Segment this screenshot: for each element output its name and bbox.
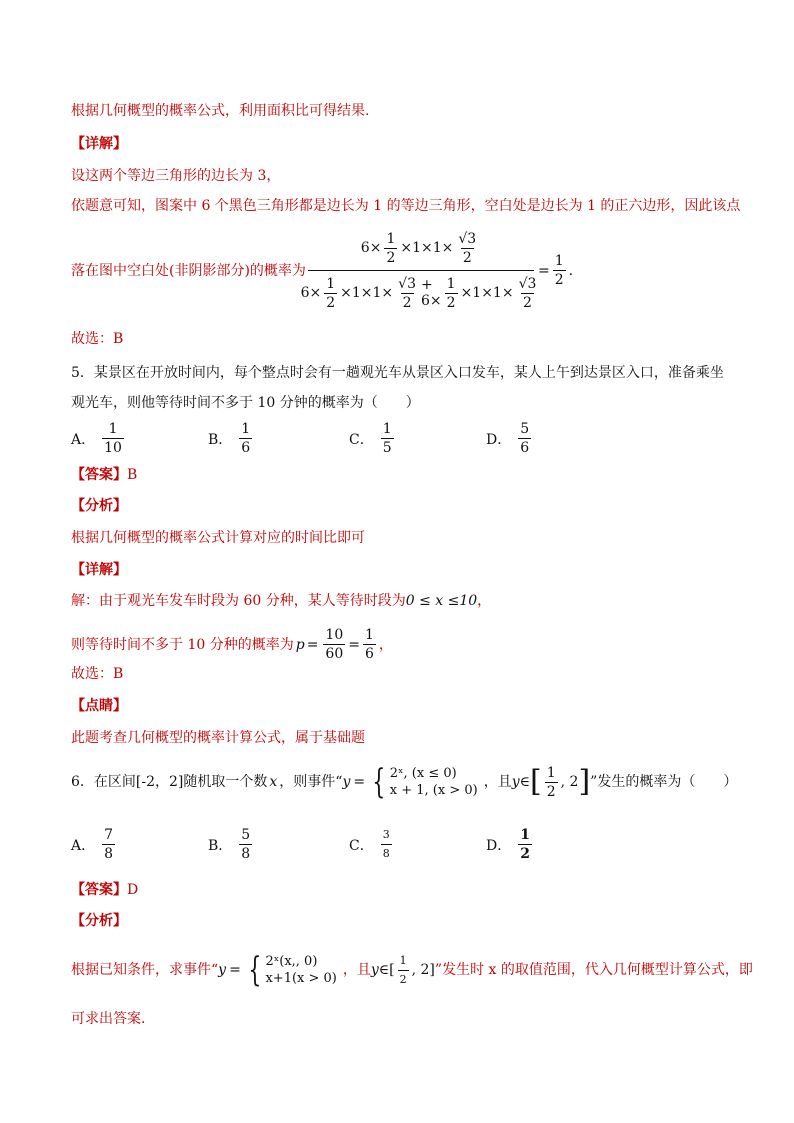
q4-line3-prefix: 落在图中空白处(非阴影部分)的概率为 [71,263,306,279]
q6-option-a[interactable]: A． $\frac{7}{8}$ [71,827,114,862]
q5-choose: 故选：B [71,666,124,682]
q5-option-a[interactable]: A． $\frac{1}{10}$ [71,421,122,456]
q5-analysis-tag: 【分析】 [71,498,127,514]
q5-answer: 【答案】B [71,467,138,483]
q6-stem: 6．在区间[-2，2]随机取一个数 x ，则事件“ y = { 2ˣ, (x ≤ 0) x + 1, (x > 0) ，且 y ∈ [ $\frac{1}{2}$ , 2 ] ”发生的概率为（ ） [71,762,738,802]
q5-option-b[interactable]: B． $\frac{1}{6}$ [208,421,251,456]
q4-probability-formula: 6× $\frac{1}{2}$ ×1×1× $\frac{√3}{2}$ 6× $\frac{1}{2}$ ×1×1× $\frac{√3}{2}$ + 6× $\frac{1}{2}$ ×1×1× $\frac{√3}{2}$ = $\frac{1}{2}$ . [308,226,554,315]
q6-analysis-line2: 可求出答案. [71,1011,146,1027]
q6-option-d[interactable]: D． $\frac{1}{2}$ [486,827,530,862]
q5-option-c[interactable]: C． $\frac{1}{5}$ [349,421,392,456]
q5-detail-line1: 解：由于观光车发车时段为 60 分种，某人等待时段为0 ≤ x ≤10， [71,593,492,609]
q5-option-d[interactable]: D． $\frac{5}{6}$ [486,421,530,456]
q4-detail-tag: 【详解】 [71,136,127,152]
q5-comment-tag: 【点睛】 [71,698,127,714]
q5-stem-line2: 观光车，则他等待时间不多于 10 分钟的概率为（ ） [71,395,420,411]
q4-line1: 设这两个等边三角形的边长为 3， [71,168,281,184]
intro-text: 根据几何概型的概率公式，利用面积比可得结果. [71,103,370,119]
q6-analysis-tag: 【分析】 [71,913,127,929]
q5-analysis: 根据几何概型的概率公式计算对应的时间比即可 [71,530,365,546]
formula-denominator: 6× $\frac{1}{2}$ ×1×1× $\frac{√3}{2}$ + 6× $\frac{1}{2}$ ×1×1× $\frac{√3}{2}$ [300,275,537,311]
q6-option-b[interactable]: B． $\frac{5}{8}$ [208,827,251,862]
q6-analysis: 根据已知条件，求事件“ y = { 2ˣ(x,, 0) x+1(x > 0) ，且 y ∈[ $\frac{1}{2}$ , 2] ”发生时 x 的取值范围，代入几何概型计算公式，即 [71,950,753,990]
q5-stem-line1: 5．某景区在开放时间内，每个整点时会有一趟观光车从景区入口发车，某人上午到达景区入口，准备乘坐 [71,365,724,381]
q6-option-c[interactable]: C． $\frac{3}{8}$ [349,826,395,863]
q6-answer: 【答案】D [71,882,139,898]
formula-numerator: 6× $\frac{1}{2}$ ×1×1× $\frac{√3}{2}$ [360,230,477,266]
q5-detail-line2: 则等待时间不多于 10 分种的概率为 p = $\frac{10}{60}$ = $\frac{1}{6}$ ， [71,627,393,662]
q5-detail-tag: 【详解】 [71,562,127,578]
q4-answer: 故选：B [71,331,124,347]
q5-comment: 此题考查几何概型的概率计算公式，属于基础题 [71,730,365,746]
q4-line2: 依题意可知，图案中 6 个黑色三角形都是边长为 1 的等边三角形，空白处是边长为 1 的正六边形，因此该点 [71,198,741,214]
